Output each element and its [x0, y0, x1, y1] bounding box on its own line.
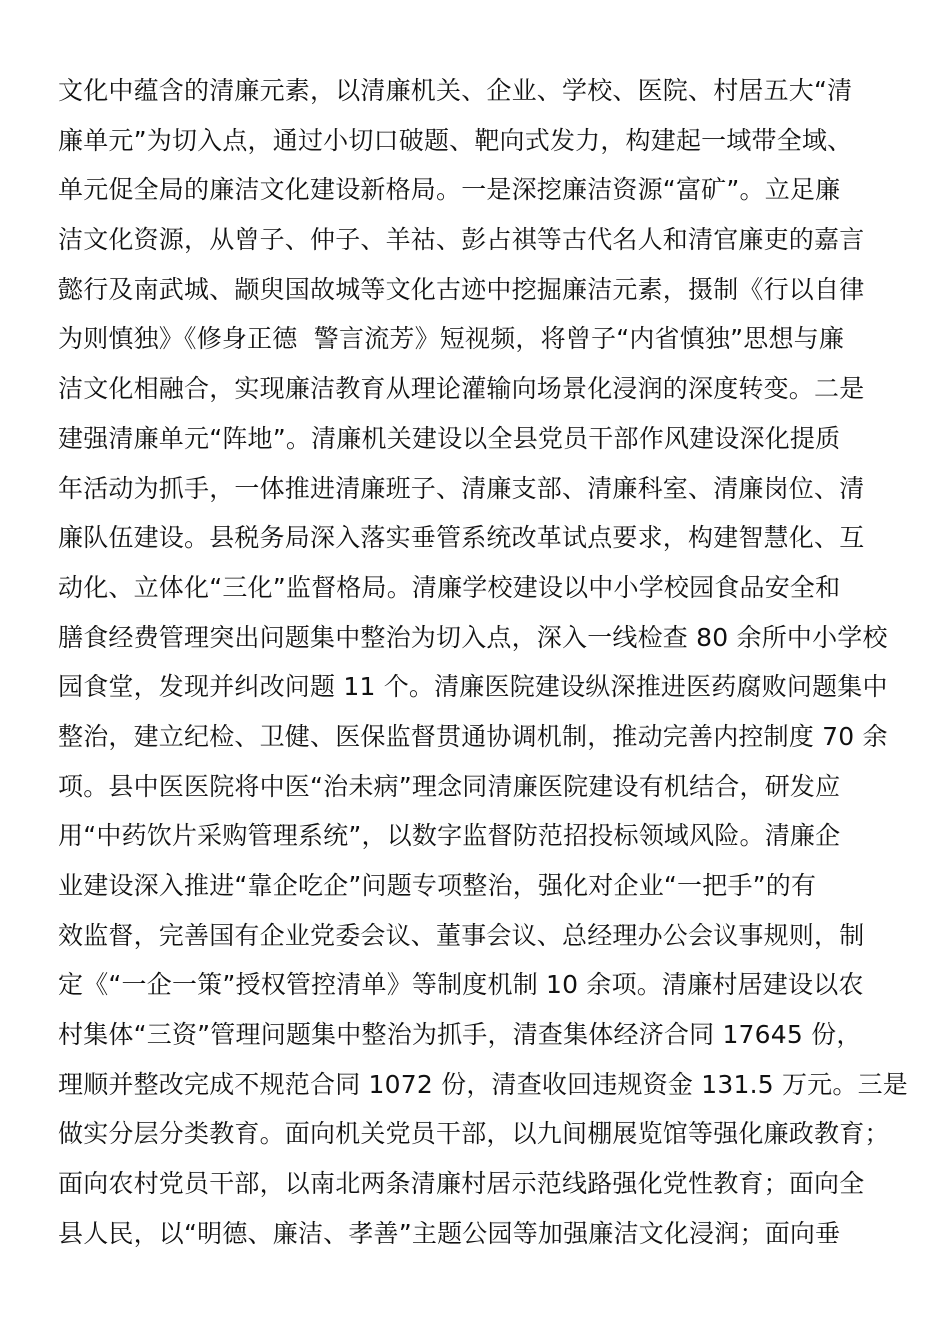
text-line-12: 膳食经费管理突出问题集中整治为切入点，深入一线检查 80 余所中小学校 [58, 622, 888, 652]
text-line-23: 面向农村党员干部，以南北两条清廉村居示范线路强化党性教育；面向全 [58, 1169, 865, 1199]
text-line-21: 理顺并整改完成不规范合同 1072 份，清查收回违规资金 131.5 万元。三是 [58, 1069, 908, 1099]
text-line-1: 文化中蕴含的清廉元素，以清廉机关、企业、学校、医院、村居五大“清 [58, 76, 853, 105]
text-line-5: 懿行及南武城、颛臾国故城等文化古迹中挖掘廉洁元素，摄制《行以自律 [58, 274, 865, 304]
text-line-7: 洁文化相融合，实现廉洁教育从理论灌输向场景化浸润的深度转变。二是 [58, 374, 865, 404]
text-line-22: 做实分层分类教育。面向机关党员干部，以九间棚展览馆等强化廉政教育； [58, 1119, 890, 1149]
text-line-3: 单元促全局的廉洁文化建设新格局。一是深挖廉洁资源“富矿”。立足廉 [58, 175, 841, 205]
text-line-18: 效监督，完善国有企业党委会议、董事会议、总经理办公会议事规则，制 [58, 920, 865, 950]
text-line-19: 定《“一企一策”授权管控清单》等制度机制 10 余项。清廉村居建设以农 [58, 970, 864, 1000]
text-line-16: 用“中药饮片采购管理系统”，以数字监督防范招投标领域风险。清廉企 [58, 821, 841, 851]
text-line-9: 年活动为抓手，一体推进清廉班子、清廉支部、清廉科室、清廉岗位、清 [58, 473, 865, 503]
text-line-13: 园食堂，发现并纠改问题 11 个。清廉医院建设纵深推进医药腐败问题集中 [58, 672, 888, 702]
text-line-14: 整治，建立纪检、卫健、医保监督贯通协调机制，推动完善内控制度 70 余 [58, 721, 888, 751]
text-line-6: 为则慎独》《修身正德 警言流芳》短视频，将曾子“内省慎独”思想与廉 [58, 324, 845, 354]
text-line-8: 建强清廉单元“阵地”。清廉机关建设以全县党员干部作风建设深化提质 [58, 423, 841, 453]
text-line-11: 动化、立体化“三化”监督格局。清廉学校建设以中小学校园食品安全和 [58, 572, 841, 602]
text-line-24: 县人民，以“明德、廉洁、孝善”主题公园等加强廉洁文化浸润；面向垂 [58, 1218, 841, 1248]
text-line-2: 廉单元”为切入点，通过小切口破题、靶向式发力，构建起一域带全域、 [58, 125, 853, 155]
text-line-20: 村集体“三资”管理问题集中整治为抓手，清查集体经济合同 17645 份， [58, 1020, 862, 1050]
text-line-10: 廉队伍建设。县税务局深入落实垂管系统改革试点要求，构建智慧化、互 [58, 523, 865, 553]
body-text [58, 66, 908, 1259]
text-line-17: 业建设深入推进“靠企吃企”问题专项整治，强化对企业“一把手”的有 [58, 871, 817, 900]
text-line-4: 洁文化资源，从曾子、仲子、羊祜、彭占祺等古代名人和清官廉吏的嘉言 [58, 225, 865, 255]
text-line-15: 项。县中医医院将中医“治未病”理念同清廉医院建设有机结合，研发应 [58, 771, 841, 801]
